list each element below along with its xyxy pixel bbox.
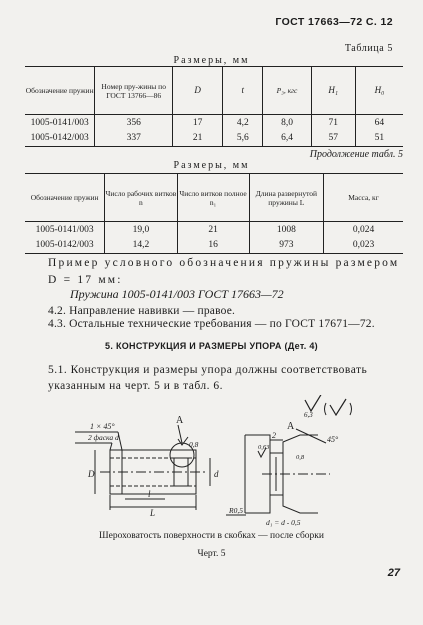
table-cell: 973	[249, 238, 323, 254]
label-rough-2: 0,8	[296, 454, 305, 461]
table-cell: 1005-0142/003	[30, 133, 89, 144]
header-cell: H₁	[311, 67, 355, 115]
figure-5-drawing	[0, 395, 423, 530]
header-cell: P₃, кгс	[263, 67, 311, 115]
designation-example: Пример условного обозначения пружины размером D = 17 мм:	[48, 257, 400, 286]
header-cell: D	[173, 67, 223, 115]
table-caption: Таблица 5	[344, 43, 393, 54]
label-a-left: А	[176, 415, 184, 426]
header-cell: Длина развернутой пружины L	[249, 174, 323, 222]
clause-5-1: 5.1. Конструкция и размеры упора должны соответствовать указанным на черт. 5 и в табл. 6.	[48, 364, 368, 392]
table-cell: 8,0	[263, 115, 311, 131]
table-cell: 21	[173, 131, 223, 147]
header-cell: t	[223, 67, 263, 115]
label-dim-2: 2	[272, 431, 276, 440]
table-header-row	[25, 174, 403, 222]
label-dim-l-big: L	[150, 508, 156, 518]
label-dim-d-big: D	[88, 469, 95, 479]
label-chamfer: 1 × 45°	[90, 422, 115, 431]
table-cell: 6,4	[263, 131, 311, 147]
table-cell: 1008	[249, 222, 323, 238]
header-cell: Масса, кг	[324, 174, 404, 222]
table-continuation: Продолжение табл. 5	[309, 149, 403, 160]
header-cell: Число рабочих витков n	[105, 174, 177, 222]
label-dim-l: l	[148, 489, 151, 499]
table-cell: 57	[311, 131, 355, 147]
label-d1: d₁ = d - 0,5	[266, 518, 301, 527]
clause-4-2: 4.2. Направление навивки — правое.	[48, 305, 236, 317]
table-cell: 64	[355, 115, 403, 131]
table-cell: 337	[95, 131, 173, 147]
table-cell: 0,024	[324, 222, 404, 238]
table-row	[25, 131, 403, 147]
header-cell: H₀	[355, 67, 403, 115]
table-cell: 0,023	[324, 238, 404, 254]
header-cell: Обозначение пружин	[25, 86, 94, 95]
header-cell: Число витков полное n₁	[177, 174, 249, 222]
table-header-row	[25, 67, 403, 115]
table-cell: 51	[355, 131, 403, 147]
label-angle: 45°	[327, 435, 339, 444]
table2-units: Размеры, мм	[173, 160, 250, 171]
table-cell: 14,2	[105, 238, 177, 254]
table-row	[25, 238, 403, 254]
table-cell: 71	[311, 115, 355, 131]
table-cell: 21	[177, 222, 249, 238]
table-cell: 1005-0141/003	[35, 224, 94, 235]
table-5-continued	[25, 173, 403, 254]
table-5	[25, 66, 403, 147]
table-row	[25, 115, 403, 131]
table1-units: Размеры, мм	[173, 55, 250, 66]
table-row	[25, 222, 403, 238]
table-cell: 19,0	[105, 222, 177, 238]
label-chamfer-d: 2 фаска d	[88, 433, 119, 442]
table-cell: 5,6	[223, 131, 263, 147]
label-a-right: А	[287, 421, 295, 432]
clause-4-3: 4.3. Остальные технические требования — по ГОСТ 17671—72.	[48, 318, 375, 330]
label-rough-1: 0,63	[258, 444, 270, 451]
section-5-heading: 5. КОНСТРУКЦИЯ И РАЗМЕРЫ УПОРА (Дет. 4)	[105, 341, 318, 351]
figure-label: Черт. 5	[197, 549, 226, 559]
table-cell: 356	[95, 115, 173, 131]
header-cell: Обозначение пружин	[30, 193, 99, 202]
label-roughness-left: 0,8	[189, 440, 199, 449]
figure-caption: Шероховатость поверхности в скобках — после сборки	[99, 531, 324, 541]
table-cell: 1005-0141/003	[30, 117, 89, 128]
label-dim-d: d	[214, 469, 219, 479]
table-cell: 4,2	[223, 115, 263, 131]
table-cell: 17	[173, 115, 223, 131]
page-number: 27	[387, 567, 400, 579]
table-cell: 1005-0142/003	[35, 240, 94, 251]
table-cell: 16	[177, 238, 249, 254]
spring-designation: Пружина 1005-0141/003 ГОСТ 17663—72	[70, 287, 284, 301]
label-r05: R0,5	[229, 506, 243, 515]
header-cell: Номер пру-жины по ГОСТ 13766—86	[95, 67, 173, 115]
page-header: ГОСТ 17663—72 С. 12	[275, 16, 393, 28]
label-roughness-top: 6,3	[304, 411, 313, 419]
